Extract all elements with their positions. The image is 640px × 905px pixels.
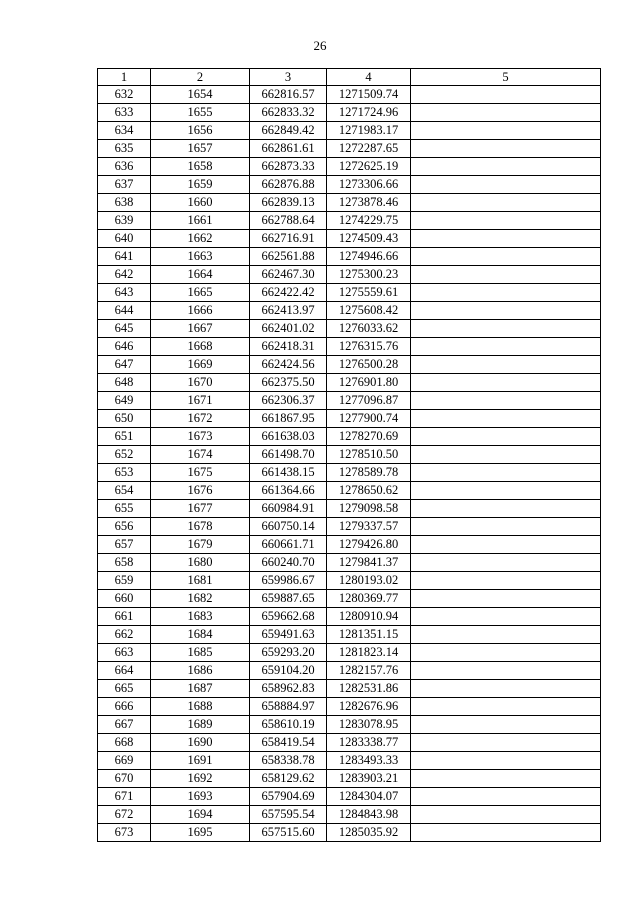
cell-y-coordinate: 1275300.23 xyxy=(327,266,411,284)
cell-x-coordinate: 661364.66 xyxy=(250,482,327,500)
cell-note xyxy=(411,518,601,536)
cell-y-coordinate: 1279426.80 xyxy=(327,536,411,554)
cell-y-coordinate: 1279841.37 xyxy=(327,554,411,572)
cell-point-number: 658 xyxy=(98,554,151,572)
cell-point-number: 667 xyxy=(98,716,151,734)
cell-point-number: 643 xyxy=(98,284,151,302)
cell-y-coordinate: 1274229.75 xyxy=(327,212,411,230)
table-header-row xyxy=(98,69,601,86)
cell-y-coordinate: 1278270.69 xyxy=(327,428,411,446)
column-header: 2 xyxy=(151,69,250,86)
cell-boundary-number: 1667 xyxy=(151,320,250,338)
cell-x-coordinate: 662716.91 xyxy=(250,230,327,248)
cell-point-number: 650 xyxy=(98,410,151,428)
cell-x-coordinate: 662424.56 xyxy=(250,356,327,374)
cell-boundary-number: 1693 xyxy=(151,788,250,806)
cell-x-coordinate: 662873.33 xyxy=(250,158,327,176)
table-row xyxy=(98,464,601,482)
cell-note xyxy=(411,176,601,194)
cell-y-coordinate: 1283493.33 xyxy=(327,752,411,770)
cell-point-number: 656 xyxy=(98,518,151,536)
cell-boundary-number: 1678 xyxy=(151,518,250,536)
cell-y-coordinate: 1276901.80 xyxy=(327,374,411,392)
column-header: 4 xyxy=(327,69,411,86)
cell-boundary-number: 1681 xyxy=(151,572,250,590)
cell-boundary-number: 1665 xyxy=(151,284,250,302)
cell-boundary-number: 1691 xyxy=(151,752,250,770)
cell-y-coordinate: 1280369.77 xyxy=(327,590,411,608)
cell-x-coordinate: 659293.20 xyxy=(250,644,327,662)
cell-y-coordinate: 1284843.98 xyxy=(327,806,411,824)
cell-x-coordinate: 662816.57 xyxy=(250,86,327,104)
table-row xyxy=(98,698,601,716)
table-row xyxy=(98,176,601,194)
cell-boundary-number: 1654 xyxy=(151,86,250,104)
cell-boundary-number: 1668 xyxy=(151,338,250,356)
cell-point-number: 669 xyxy=(98,752,151,770)
table-row xyxy=(98,248,601,266)
cell-point-number: 632 xyxy=(98,86,151,104)
cell-point-number: 633 xyxy=(98,104,151,122)
cell-boundary-number: 1695 xyxy=(151,824,250,842)
cell-point-number: 665 xyxy=(98,680,151,698)
cell-boundary-number: 1662 xyxy=(151,230,250,248)
table-row xyxy=(98,500,601,518)
cell-point-number: 640 xyxy=(98,230,151,248)
table-row xyxy=(98,392,601,410)
cell-x-coordinate: 662861.61 xyxy=(250,140,327,158)
cell-x-coordinate: 661638.03 xyxy=(250,428,327,446)
cell-note xyxy=(411,158,601,176)
cell-y-coordinate: 1279098.58 xyxy=(327,500,411,518)
table-row xyxy=(98,572,601,590)
cell-point-number: 654 xyxy=(98,482,151,500)
cell-point-number: 647 xyxy=(98,356,151,374)
coordinates-table xyxy=(97,68,601,842)
cell-note xyxy=(411,806,601,824)
table-row xyxy=(98,590,601,608)
cell-boundary-number: 1658 xyxy=(151,158,250,176)
cell-note xyxy=(411,338,601,356)
cell-x-coordinate: 662306.37 xyxy=(250,392,327,410)
cell-boundary-number: 1677 xyxy=(151,500,250,518)
table-row xyxy=(98,518,601,536)
cell-boundary-number: 1692 xyxy=(151,770,250,788)
cell-point-number: 651 xyxy=(98,428,151,446)
cell-x-coordinate: 662849.42 xyxy=(250,122,327,140)
cell-y-coordinate: 1280193.02 xyxy=(327,572,411,590)
cell-point-number: 663 xyxy=(98,644,151,662)
cell-x-coordinate: 660750.14 xyxy=(250,518,327,536)
table-row xyxy=(98,428,601,446)
cell-note xyxy=(411,284,601,302)
cell-boundary-number: 1663 xyxy=(151,248,250,266)
cell-note xyxy=(411,230,601,248)
cell-x-coordinate: 659662.68 xyxy=(250,608,327,626)
cell-x-coordinate: 659887.65 xyxy=(250,590,327,608)
cell-boundary-number: 1673 xyxy=(151,428,250,446)
cell-x-coordinate: 657515.60 xyxy=(250,824,327,842)
cell-y-coordinate: 1279337.57 xyxy=(327,518,411,536)
table-row xyxy=(98,194,601,212)
cell-note xyxy=(411,572,601,590)
cell-point-number: 638 xyxy=(98,194,151,212)
cell-point-number: 648 xyxy=(98,374,151,392)
cell-y-coordinate: 1280910.94 xyxy=(327,608,411,626)
cell-point-number: 636 xyxy=(98,158,151,176)
table-row xyxy=(98,644,601,662)
table-row xyxy=(98,680,601,698)
cell-boundary-number: 1683 xyxy=(151,608,250,626)
cell-y-coordinate: 1277096.87 xyxy=(327,392,411,410)
cell-y-coordinate: 1285035.92 xyxy=(327,824,411,842)
cell-y-coordinate: 1272287.65 xyxy=(327,140,411,158)
cell-point-number: 659 xyxy=(98,572,151,590)
cell-note xyxy=(411,770,601,788)
table-row xyxy=(98,320,601,338)
cell-x-coordinate: 658610.19 xyxy=(250,716,327,734)
cell-note xyxy=(411,428,601,446)
cell-y-coordinate: 1284304.07 xyxy=(327,788,411,806)
cell-y-coordinate: 1276315.76 xyxy=(327,338,411,356)
cell-point-number: 661 xyxy=(98,608,151,626)
cell-note xyxy=(411,86,601,104)
cell-x-coordinate: 662876.88 xyxy=(250,176,327,194)
table-row xyxy=(98,356,601,374)
cell-note xyxy=(411,752,601,770)
cell-note xyxy=(411,374,601,392)
cell-point-number: 660 xyxy=(98,590,151,608)
cell-point-number: 649 xyxy=(98,392,151,410)
cell-x-coordinate: 662401.02 xyxy=(250,320,327,338)
cell-y-coordinate: 1281823.14 xyxy=(327,644,411,662)
cell-note xyxy=(411,194,601,212)
table-row xyxy=(98,626,601,644)
cell-y-coordinate: 1282676.96 xyxy=(327,698,411,716)
cell-boundary-number: 1684 xyxy=(151,626,250,644)
cell-y-coordinate: 1277900.74 xyxy=(327,410,411,428)
cell-boundary-number: 1674 xyxy=(151,446,250,464)
table-row xyxy=(98,554,601,572)
column-header: 5 xyxy=(411,69,601,86)
cell-x-coordinate: 662375.50 xyxy=(250,374,327,392)
cell-y-coordinate: 1283338.77 xyxy=(327,734,411,752)
cell-point-number: 657 xyxy=(98,536,151,554)
cell-boundary-number: 1656 xyxy=(151,122,250,140)
table-row xyxy=(98,158,601,176)
cell-note xyxy=(411,554,601,572)
cell-y-coordinate: 1273306.66 xyxy=(327,176,411,194)
cell-point-number: 644 xyxy=(98,302,151,320)
table-row xyxy=(98,104,601,122)
table-row xyxy=(98,806,601,824)
cell-y-coordinate: 1275608.42 xyxy=(327,302,411,320)
cell-y-coordinate: 1281351.15 xyxy=(327,626,411,644)
cell-boundary-number: 1685 xyxy=(151,644,250,662)
cell-y-coordinate: 1271509.74 xyxy=(327,86,411,104)
cell-x-coordinate: 661867.95 xyxy=(250,410,327,428)
cell-x-coordinate: 658962.83 xyxy=(250,680,327,698)
cell-point-number: 672 xyxy=(98,806,151,824)
table-row xyxy=(98,410,601,428)
cell-point-number: 645 xyxy=(98,320,151,338)
cell-note xyxy=(411,464,601,482)
cell-y-coordinate: 1273878.46 xyxy=(327,194,411,212)
table-row xyxy=(98,86,601,104)
cell-y-coordinate: 1271983.17 xyxy=(327,122,411,140)
cell-note xyxy=(411,788,601,806)
cell-y-coordinate: 1282531.86 xyxy=(327,680,411,698)
cell-x-coordinate: 662422.42 xyxy=(250,284,327,302)
cell-note xyxy=(411,482,601,500)
cell-point-number: 664 xyxy=(98,662,151,680)
cell-note xyxy=(411,320,601,338)
cell-boundary-number: 1675 xyxy=(151,464,250,482)
cell-point-number: 642 xyxy=(98,266,151,284)
cell-y-coordinate: 1278510.50 xyxy=(327,446,411,464)
cell-point-number: 646 xyxy=(98,338,151,356)
table-row xyxy=(98,140,601,158)
cell-x-coordinate: 661438.15 xyxy=(250,464,327,482)
cell-y-coordinate: 1275559.61 xyxy=(327,284,411,302)
cell-x-coordinate: 662561.88 xyxy=(250,248,327,266)
table-row xyxy=(98,608,601,626)
table-row xyxy=(98,716,601,734)
cell-note xyxy=(411,266,601,284)
cell-x-coordinate: 661498.70 xyxy=(250,446,327,464)
cell-point-number: 655 xyxy=(98,500,151,518)
cell-note xyxy=(411,680,601,698)
cell-boundary-number: 1661 xyxy=(151,212,250,230)
cell-note xyxy=(411,356,601,374)
page-number: 26 xyxy=(313,38,327,53)
cell-note xyxy=(411,608,601,626)
cell-x-coordinate: 657595.54 xyxy=(250,806,327,824)
cell-boundary-number: 1672 xyxy=(151,410,250,428)
cell-x-coordinate: 662467.30 xyxy=(250,266,327,284)
cell-boundary-number: 1659 xyxy=(151,176,250,194)
cell-x-coordinate: 658338.78 xyxy=(250,752,327,770)
cell-y-coordinate: 1278650.62 xyxy=(327,482,411,500)
cell-boundary-number: 1655 xyxy=(151,104,250,122)
column-header: 3 xyxy=(250,69,327,86)
cell-x-coordinate: 658129.62 xyxy=(250,770,327,788)
table-row xyxy=(98,338,601,356)
table-body xyxy=(98,69,601,842)
cell-y-coordinate: 1276500.28 xyxy=(327,356,411,374)
cell-x-coordinate: 658884.97 xyxy=(250,698,327,716)
cell-x-coordinate: 662788.64 xyxy=(250,212,327,230)
cell-x-coordinate: 659986.67 xyxy=(250,572,327,590)
table-row xyxy=(98,230,601,248)
cell-y-coordinate: 1282157.76 xyxy=(327,662,411,680)
cell-y-coordinate: 1283903.21 xyxy=(327,770,411,788)
cell-x-coordinate: 660240.70 xyxy=(250,554,327,572)
table-row xyxy=(98,446,601,464)
cell-x-coordinate: 659104.20 xyxy=(250,662,327,680)
cell-note xyxy=(411,662,601,680)
cell-x-coordinate: 662418.31 xyxy=(250,338,327,356)
cell-boundary-number: 1664 xyxy=(151,266,250,284)
cell-boundary-number: 1682 xyxy=(151,590,250,608)
cell-boundary-number: 1690 xyxy=(151,734,250,752)
cell-x-coordinate: 660661.71 xyxy=(250,536,327,554)
cell-x-coordinate: 662833.32 xyxy=(250,104,327,122)
cell-boundary-number: 1688 xyxy=(151,698,250,716)
cell-boundary-number: 1676 xyxy=(151,482,250,500)
table-row xyxy=(98,536,601,554)
table-row xyxy=(98,824,601,842)
cell-boundary-number: 1660 xyxy=(151,194,250,212)
cell-boundary-number: 1686 xyxy=(151,662,250,680)
cell-point-number: 671 xyxy=(98,788,151,806)
cell-point-number: 635 xyxy=(98,140,151,158)
cell-point-number: 670 xyxy=(98,770,151,788)
cell-note xyxy=(411,248,601,266)
cell-y-coordinate: 1278589.78 xyxy=(327,464,411,482)
cell-note xyxy=(411,212,601,230)
cell-point-number: 653 xyxy=(98,464,151,482)
cell-point-number: 668 xyxy=(98,734,151,752)
cell-note xyxy=(411,626,601,644)
table-row xyxy=(98,770,601,788)
cell-note xyxy=(411,536,601,554)
cell-x-coordinate: 659491.63 xyxy=(250,626,327,644)
cell-x-coordinate: 662413.97 xyxy=(250,302,327,320)
cell-point-number: 639 xyxy=(98,212,151,230)
table-row xyxy=(98,482,601,500)
cell-x-coordinate: 658419.54 xyxy=(250,734,327,752)
cell-note xyxy=(411,644,601,662)
cell-note xyxy=(411,500,601,518)
cell-note xyxy=(411,446,601,464)
table-row xyxy=(98,266,601,284)
cell-y-coordinate: 1274509.43 xyxy=(327,230,411,248)
cell-point-number: 637 xyxy=(98,176,151,194)
cell-boundary-number: 1679 xyxy=(151,536,250,554)
cell-x-coordinate: 660984.91 xyxy=(250,500,327,518)
cell-point-number: 634 xyxy=(98,122,151,140)
cell-boundary-number: 1694 xyxy=(151,806,250,824)
cell-point-number: 662 xyxy=(98,626,151,644)
cell-note xyxy=(411,734,601,752)
cell-boundary-number: 1680 xyxy=(151,554,250,572)
cell-y-coordinate: 1276033.62 xyxy=(327,320,411,338)
cell-boundary-number: 1669 xyxy=(151,356,250,374)
cell-boundary-number: 1670 xyxy=(151,374,250,392)
cell-note xyxy=(411,122,601,140)
table-row xyxy=(98,788,601,806)
table-row xyxy=(98,734,601,752)
cell-boundary-number: 1666 xyxy=(151,302,250,320)
cell-note xyxy=(411,392,601,410)
cell-y-coordinate: 1272625.19 xyxy=(327,158,411,176)
table-row xyxy=(98,212,601,230)
cell-note xyxy=(411,698,601,716)
cell-x-coordinate: 657904.69 xyxy=(250,788,327,806)
cell-point-number: 652 xyxy=(98,446,151,464)
cell-y-coordinate: 1283078.95 xyxy=(327,716,411,734)
table-row xyxy=(98,284,601,302)
cell-point-number: 673 xyxy=(98,824,151,842)
column-header: 1 xyxy=(98,69,151,86)
table-row xyxy=(98,122,601,140)
cell-note xyxy=(411,140,601,158)
cell-point-number: 666 xyxy=(98,698,151,716)
table-row xyxy=(98,662,601,680)
cell-x-coordinate: 662839.13 xyxy=(250,194,327,212)
cell-note xyxy=(411,824,601,842)
cell-boundary-number: 1671 xyxy=(151,392,250,410)
table-row xyxy=(98,302,601,320)
table-row xyxy=(98,374,601,392)
cell-note xyxy=(411,104,601,122)
cell-boundary-number: 1687 xyxy=(151,680,250,698)
cell-y-coordinate: 1274946.66 xyxy=(327,248,411,266)
cell-y-coordinate: 1271724.96 xyxy=(327,104,411,122)
cell-note xyxy=(411,302,601,320)
cell-point-number: 641 xyxy=(98,248,151,266)
cell-note xyxy=(411,716,601,734)
table-row xyxy=(98,752,601,770)
cell-note xyxy=(411,410,601,428)
cell-boundary-number: 1657 xyxy=(151,140,250,158)
cell-boundary-number: 1689 xyxy=(151,716,250,734)
cell-note xyxy=(411,590,601,608)
